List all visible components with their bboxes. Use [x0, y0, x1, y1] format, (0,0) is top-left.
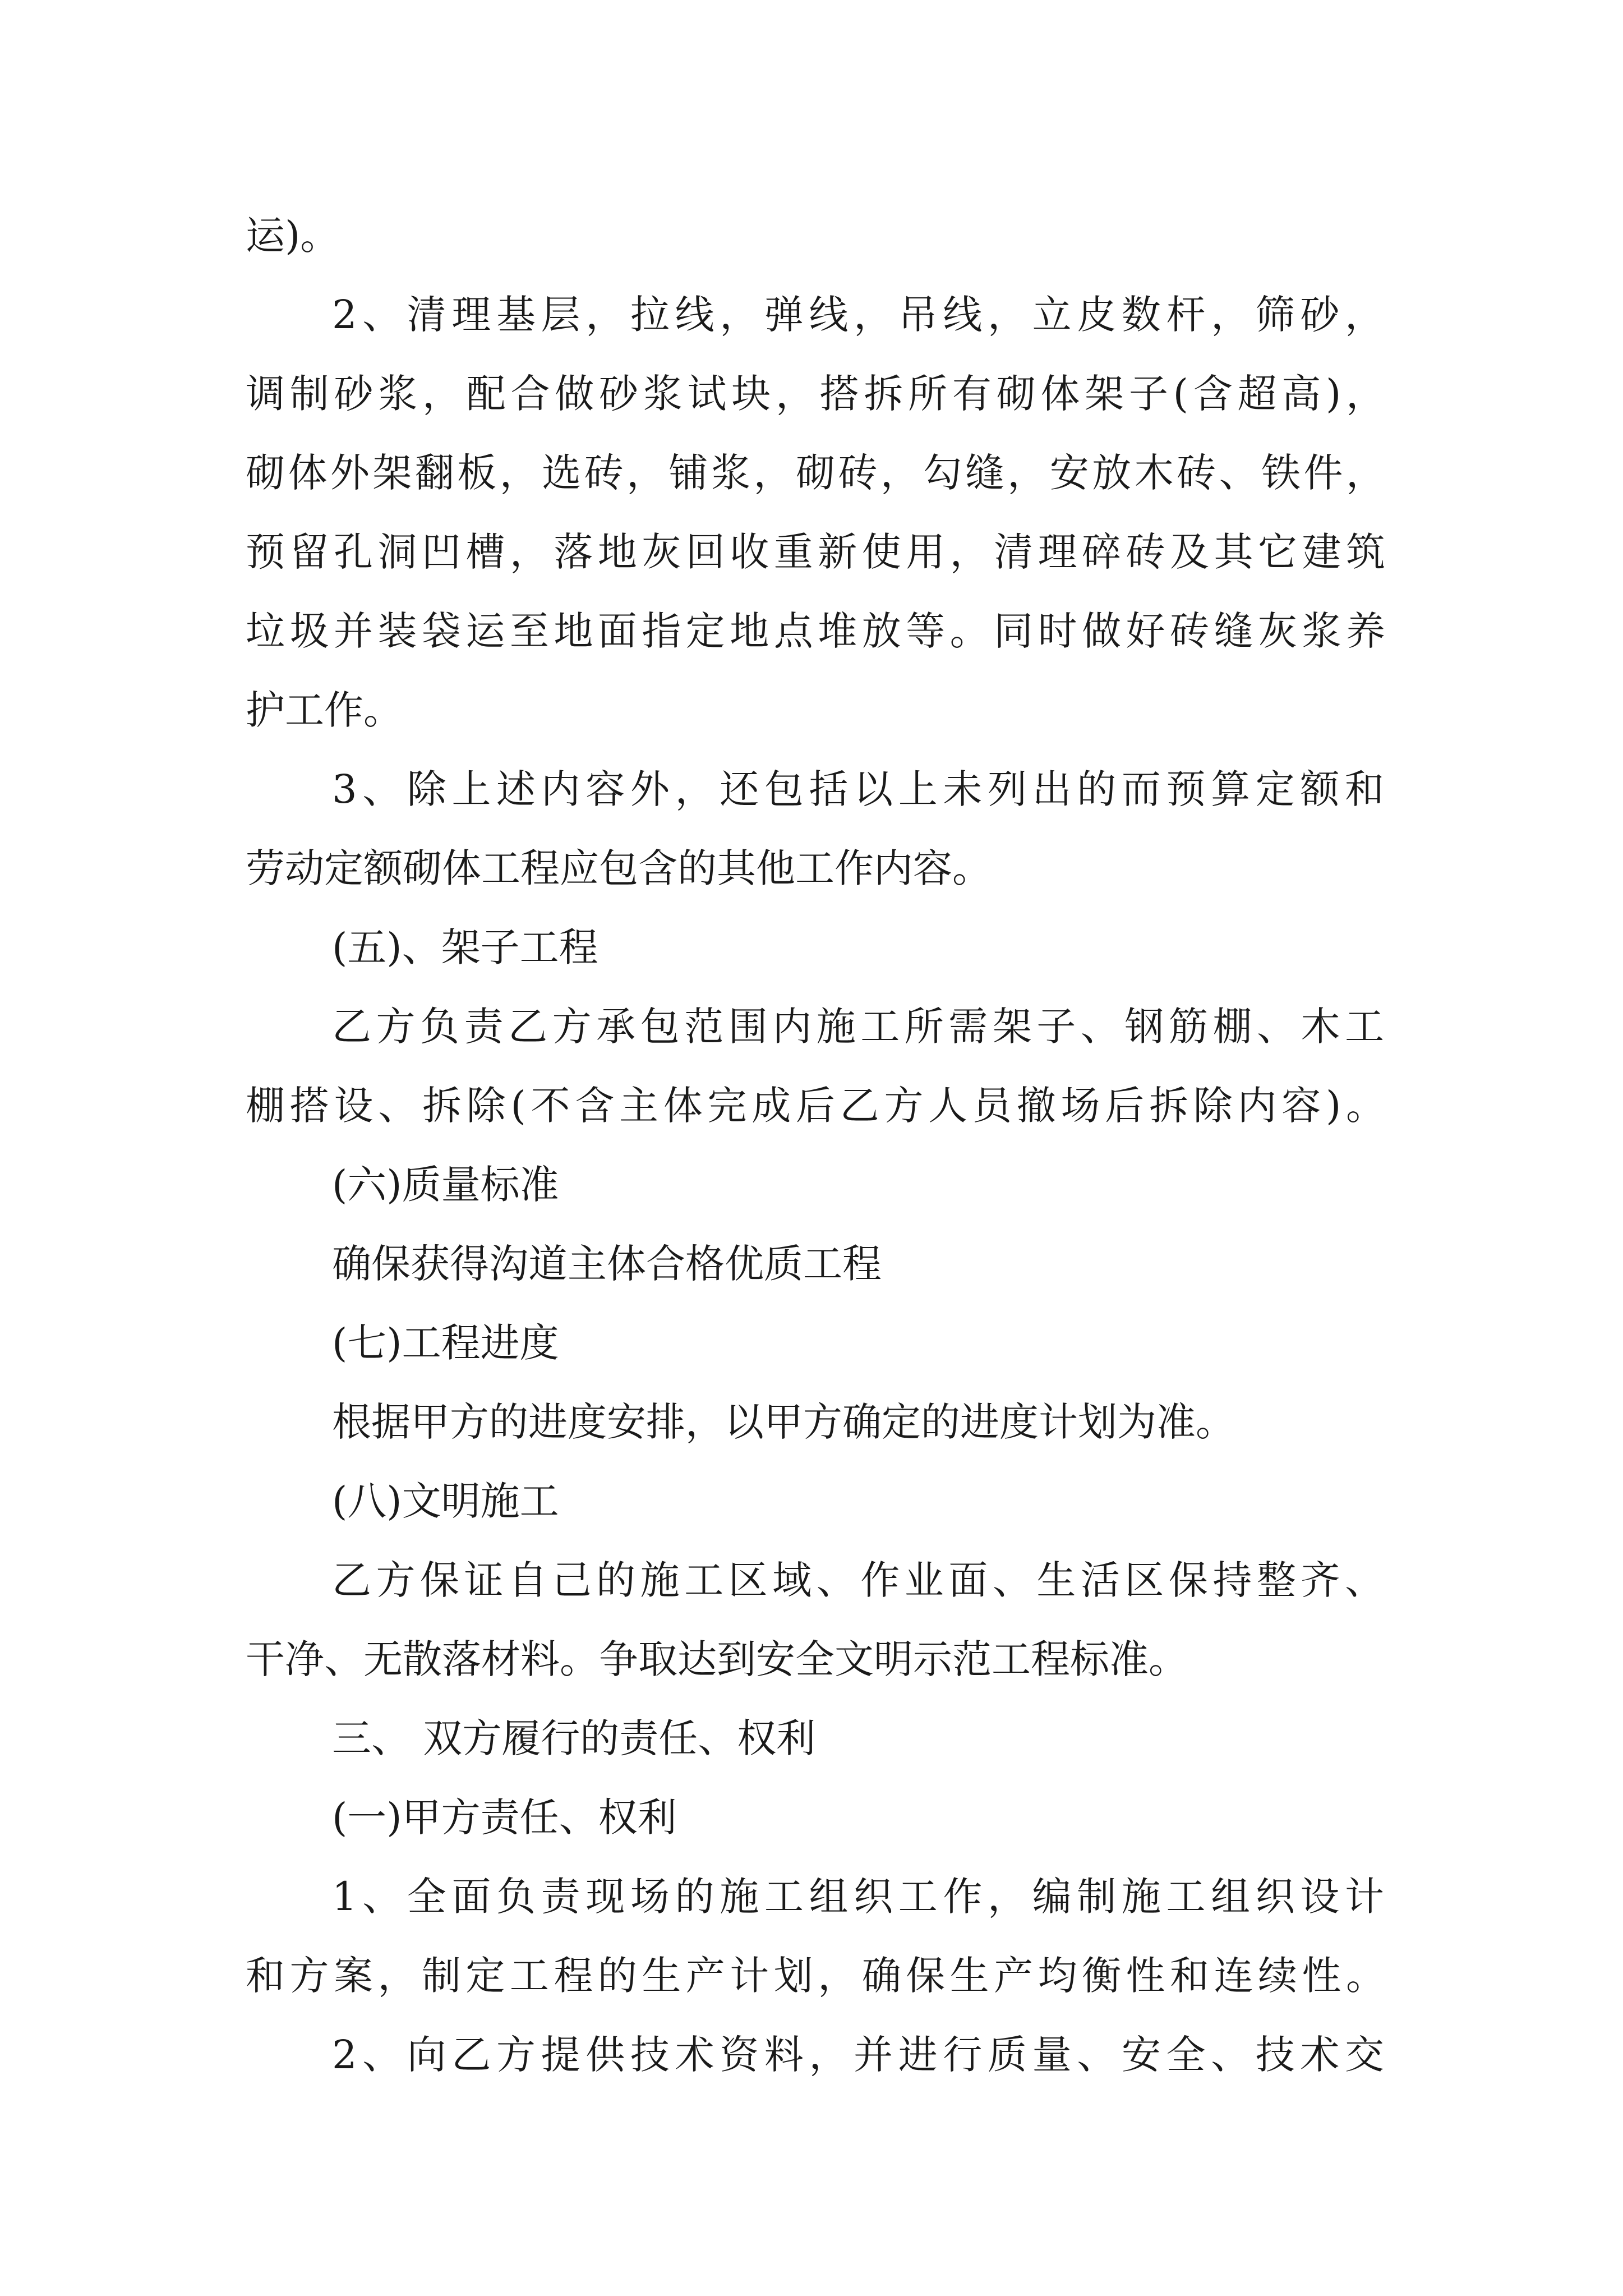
text-line-7: 护工作。: [246, 687, 403, 733]
text-line-10: (五)、架子工程: [332, 924, 598, 970]
text-line-13: (六)质量标准: [332, 1162, 559, 1208]
text-line-17: (八)文明施工: [332, 1478, 559, 1524]
text-line-2: 2、清理基层，拉线，弹线，吊线，立皮数杆，筛砂，: [332, 292, 1384, 338]
text-line-12: 棚搭设、拆除(不含主体完成后乙方人员撤场后拆除内容)。: [246, 1083, 1385, 1129]
text-line-24: 2、向乙方提供技术资料，并进行质量、安全、技术交: [332, 2032, 1384, 2078]
text-line-23: 和方案，制定工程的生产计划，确保生产均衡性和连续性。: [246, 1953, 1385, 1999]
text-line-6: 垃圾并装袋运至地面指定地点堆放等。同时做好砖缝灰浆养: [246, 608, 1385, 654]
text-line-15: (七)工程进度: [332, 1320, 559, 1366]
text-line-3: 调制砂浆，配合做砂浆试块，搭拆所有砌体架子(含超高)，: [246, 371, 1385, 417]
text-line-4: 砌体外架翻板，选砖，铺浆，砌砖，勾缝，安放木砖、铁件，: [246, 450, 1385, 496]
text-line-22: 1、全面负责现场的施工组织工作，编制施工组织设计: [332, 1874, 1384, 1920]
text-line-5: 预留孔洞凹槽，落地灰回收重新使用，清理碎砖及其它建筑: [246, 529, 1385, 575]
text-line-19: 干净、无散落材料。争取达到安全文明示范工程标准。: [246, 1636, 1188, 1682]
text-line-9: 劳动定额砌体工程应包含的其他工作内容。: [246, 845, 992, 891]
text-line-8: 3、除上述内容外，还包括以上未列出的而预算定额和: [332, 766, 1384, 812]
text-line-20: 三、 双方履行的责任、权利: [332, 1715, 816, 1761]
text-line-16: 根据甲方的进度安排，以甲方确定的进度计划为准。: [332, 1399, 1235, 1445]
text-line-11: 乙方负责乙方承包范围内施工所需架子、钢筋棚、木工: [332, 1004, 1384, 1050]
text-line-1: 运)。: [246, 213, 340, 259]
text-line-18: 乙方保证自己的施工区域、作业面、生活区保持整齐、: [332, 1557, 1384, 1603]
text-line-21: (一)甲方责任、权利: [332, 1795, 677, 1841]
text-line-14: 确保获得沟道主体合格优质工程: [332, 1241, 882, 1287]
